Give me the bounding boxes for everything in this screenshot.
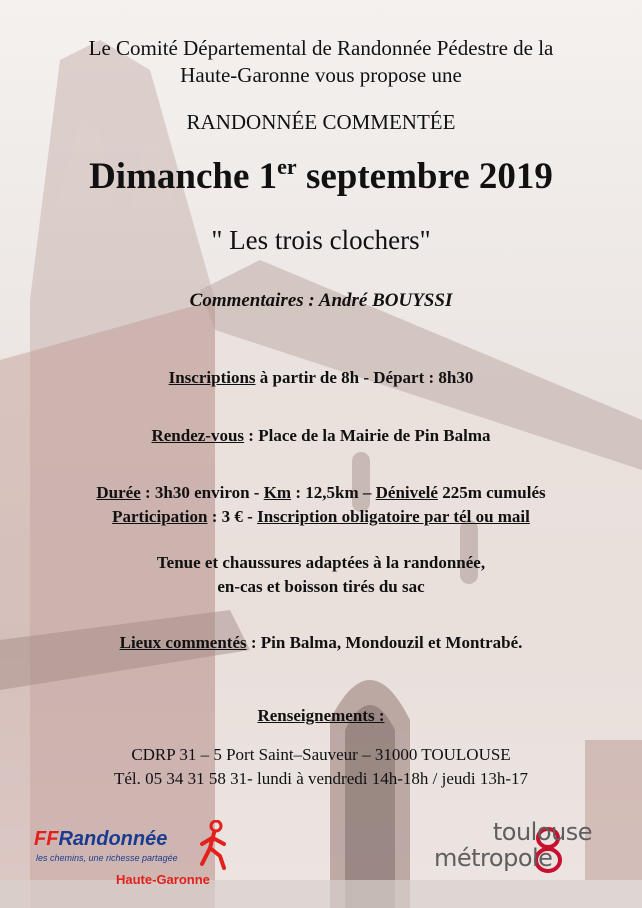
- inscriptions-label: Inscriptions: [168, 368, 256, 387]
- date-prefix: Dimanche 1: [89, 156, 278, 197]
- km-text: : 12,5km –: [291, 483, 376, 502]
- tm-line-2: métropole: [434, 844, 553, 872]
- toulouse-metropole-logo: [432, 818, 602, 878]
- rendezvous-label: Rendez-vous: [151, 426, 245, 445]
- participation-label: Participation: [112, 507, 208, 526]
- participation-text: : 3 € -: [207, 507, 258, 526]
- walker-icon: [196, 820, 230, 870]
- duree-text: : 3h30 environ -: [140, 483, 264, 502]
- tm-line-1: toulouse: [492, 818, 592, 846]
- info-heading: Renseignements :: [257, 706, 385, 725]
- ffrandonnee-logo: [30, 820, 230, 892]
- inscriptions-text: à partir de 8h - Départ : 8h30: [255, 368, 474, 387]
- ffr-prefix: FF: [34, 828, 59, 850]
- denivele-label: Dénivelé: [375, 483, 438, 502]
- ffr-wordmark: [34, 828, 167, 851]
- event-type: RANDONNÉE COMMENTÉE: [186, 110, 456, 134]
- places-text: : Pin Balma, Mondouzil et Montrabé.: [246, 633, 523, 652]
- event-date: [0, 154, 642, 198]
- inscriptions-line: [0, 368, 642, 388]
- ffr-name: Randonnée: [58, 828, 168, 850]
- hike-title: " Les trois clochers": [211, 225, 431, 255]
- date-ordinal: er: [277, 154, 297, 179]
- duree-label: Durée: [96, 483, 141, 502]
- commentary-author: Commentaires : André BOUYSSI: [189, 290, 453, 311]
- intro-line-2: Haute-Garonne vous propose une: [180, 63, 462, 87]
- date-suffix: septembre 2019: [296, 156, 553, 197]
- km-label: Km: [263, 483, 292, 502]
- ffr-region: Haute-Garonne: [116, 872, 210, 887]
- equipment-line-2: en-cas et boisson tirés du sac: [217, 577, 425, 596]
- rendezvous-line: [0, 426, 642, 446]
- places-label: Lieux commentés: [119, 633, 247, 652]
- rendezvous-text: : Place de la Mairie de Pin Balma: [244, 426, 491, 445]
- equipment-line-1: Tenue et chaussures adaptées à la randonnée,: [156, 553, 486, 572]
- places-line: [0, 633, 642, 653]
- details-line: [0, 483, 642, 503]
- intro-line-1: Le Comité Départemental de Randonnée Pédestre de la: [88, 36, 554, 60]
- contact-address: CDRP 31 – 5 Port Saint–Sauveur – 31000 TOULOUSE: [131, 745, 511, 764]
- contact-phone-hours: Tél. 05 34 31 58 31- lundi à vendredi 14h-18h / jeudi 13h-17: [113, 769, 529, 788]
- denivele-text: 225m cumulés: [437, 483, 546, 502]
- participation-line: [0, 507, 642, 527]
- ffr-tagline: les chemins, une richesse partagée: [36, 853, 178, 863]
- registration-required: Inscription obligatoire par tél ou mail: [257, 507, 530, 526]
